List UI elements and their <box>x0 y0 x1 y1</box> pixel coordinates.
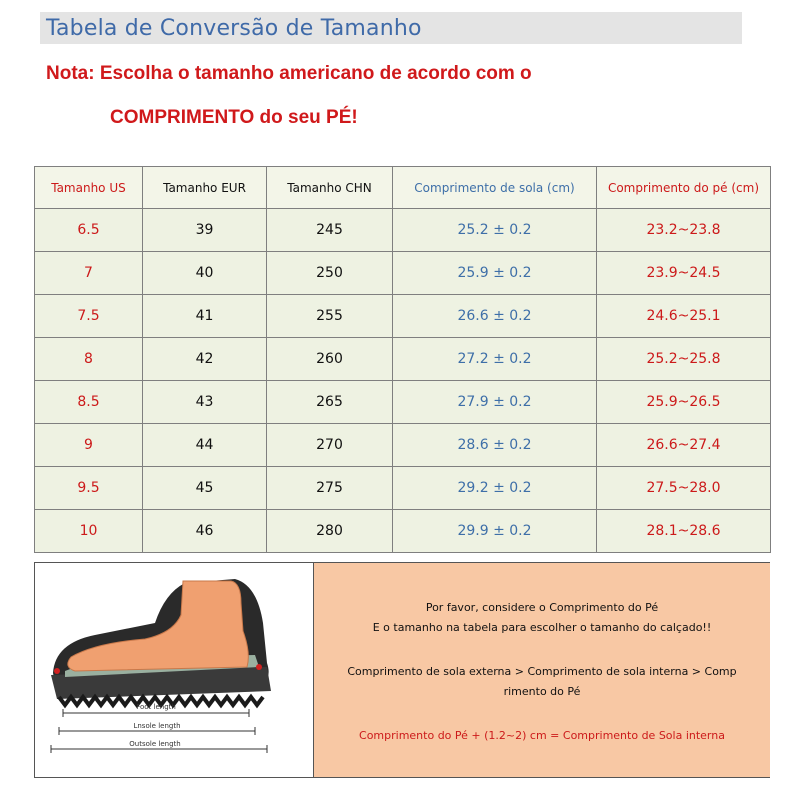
cell-chn: 270 <box>267 424 393 467</box>
header-us: Tamanho US <box>35 167 143 209</box>
info-line-4: rimento do Pé <box>503 685 581 698</box>
table-row <box>35 338 771 381</box>
table-row <box>35 424 771 467</box>
cell-sole: 26.6 ± 0.2 <box>393 295 597 338</box>
header-foot-length: Comprimento do pé (cm) <box>597 167 771 209</box>
table-row <box>35 381 771 424</box>
cell-eur: 41 <box>143 295 267 338</box>
size-conversion-table <box>34 166 771 553</box>
info-line-3: Comprimento de sola externa > Comprimento de sola interna > Comp <box>347 665 737 678</box>
cell-chn: 250 <box>267 252 393 295</box>
cell-us: 6.5 <box>35 209 143 252</box>
cell-chn: 245 <box>267 209 393 252</box>
cell-us: 8 <box>35 338 143 381</box>
cell-foot: 28.1~28.6 <box>597 510 771 553</box>
page-title: Tabela de Conversão de Tamanho <box>46 16 422 41</box>
cell-foot: 24.6~25.1 <box>597 295 771 338</box>
cell-us: 10 <box>35 510 143 553</box>
table-row <box>35 467 771 510</box>
cell-foot: 26.6~27.4 <box>597 424 771 467</box>
cell-sole: 27.9 ± 0.2 <box>393 381 597 424</box>
info-line-2: E o tamanho na tabela para escolher o tamanho do calçado!! <box>372 621 712 634</box>
foot-length-label: Foot length <box>136 703 176 711</box>
heel-marker <box>256 664 262 670</box>
outsole-length-label: Outsole length <box>129 740 181 748</box>
cell-chn: 260 <box>267 338 393 381</box>
table-row <box>35 209 771 252</box>
cell-foot: 23.9~24.5 <box>597 252 771 295</box>
info-panel <box>313 563 770 777</box>
cell-us: 7.5 <box>35 295 143 338</box>
cell-chn: 265 <box>267 381 393 424</box>
cell-eur: 45 <box>143 467 267 510</box>
cell-us: 9.5 <box>35 467 143 510</box>
cell-sole: 29.9 ± 0.2 <box>393 510 597 553</box>
cell-sole: 27.2 ± 0.2 <box>393 338 597 381</box>
note-line-1: Nota: Escolha o tamanho americano de acordo com o <box>46 63 532 84</box>
cell-sole: 25.2 ± 0.2 <box>393 209 597 252</box>
cell-eur: 43 <box>143 381 267 424</box>
shoe-illustration <box>35 563 311 777</box>
cell-us: 9 <box>35 424 143 467</box>
cell-foot: 23.2~23.8 <box>597 209 771 252</box>
info-line-1: Por favor, considere o Comprimento do Pé <box>425 601 659 614</box>
header-sole-length: Comprimento de sola (cm) <box>393 167 597 209</box>
header-chn: Tamanho CHN <box>267 167 393 209</box>
cell-sole: 28.6 ± 0.2 <box>393 424 597 467</box>
cell-chn: 280 <box>267 510 393 553</box>
insole-length-label: Lnsole length <box>133 722 181 730</box>
cell-chn: 275 <box>267 467 393 510</box>
table-header-row <box>35 167 771 209</box>
cell-sole: 25.9 ± 0.2 <box>393 252 597 295</box>
table-row <box>35 510 771 553</box>
table-row <box>35 295 771 338</box>
cell-us: 8.5 <box>35 381 143 424</box>
note-line-2: COMPRIMENTO do seu PÉ! <box>110 107 358 128</box>
cell-chn: 255 <box>267 295 393 338</box>
info-formula: Comprimento do Pé + (1.2~2) cm = Comprimento de Sola interna <box>359 729 725 742</box>
cell-eur: 39 <box>143 209 267 252</box>
cell-eur: 40 <box>143 252 267 295</box>
cell-eur: 42 <box>143 338 267 381</box>
cell-foot: 25.9~26.5 <box>597 381 771 424</box>
cell-eur: 44 <box>143 424 267 467</box>
toe-marker <box>54 668 60 674</box>
foot-shoe-diagram <box>35 563 311 777</box>
table-row <box>35 252 771 295</box>
cell-eur: 46 <box>143 510 267 553</box>
measurement-guide <box>34 562 770 778</box>
cell-us: 7 <box>35 252 143 295</box>
header-eur: Tamanho EUR <box>143 167 267 209</box>
cell-foot: 27.5~28.0 <box>597 467 771 510</box>
title-bar <box>40 12 742 44</box>
cell-foot: 25.2~25.8 <box>597 338 771 381</box>
cell-sole: 29.2 ± 0.2 <box>393 467 597 510</box>
